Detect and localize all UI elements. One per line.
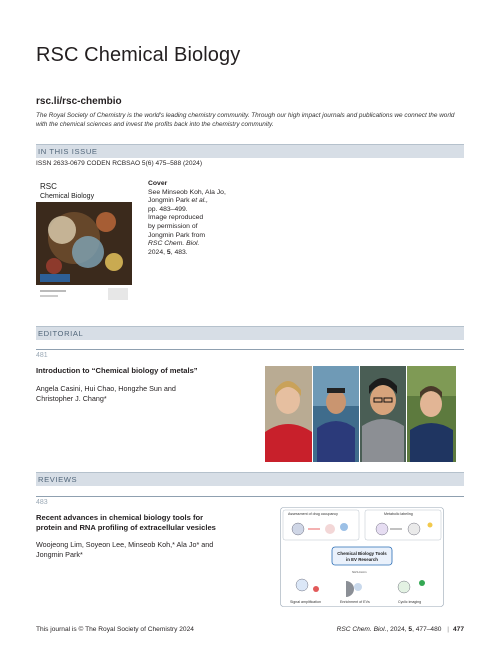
fig-label-top-left: Assessment of drug occupancy xyxy=(288,512,338,516)
review-title-line-2: protein and RNA profiling of extracellular vesicles xyxy=(36,523,216,532)
divider xyxy=(36,496,464,497)
cover-caption xyxy=(148,180,244,257)
review-title[interactable] xyxy=(36,513,216,533)
review-page-number: 483 xyxy=(36,499,48,506)
authors-line-2: Christopher J. Chang* xyxy=(36,394,107,403)
cover-line-5: by permission of xyxy=(148,222,198,230)
editorial-page-number: 481 xyxy=(36,352,48,359)
fig-label-bottom-middle: Enrichment of EVs xyxy=(340,600,370,604)
journal-title: RSC Chemical Biology xyxy=(36,44,241,66)
footer-page-number: 477 xyxy=(452,626,464,633)
cover-image-title-1: RSC xyxy=(40,182,57,191)
author-photo-2 xyxy=(313,366,359,462)
section-heading: IN THIS ISSUE xyxy=(38,147,98,156)
journal-intro: The Royal Society of Chemistry is the world's leading chemistry community. Through our high impact journals and publications we connect the world with the chemical sciences and invest the profits back into the chemistry community. xyxy=(36,112,455,128)
cover-line-1: See Minseob Koh, Ala Jo, xyxy=(148,188,226,196)
cover-journal-abbr: RSC Chem. Biol. xyxy=(148,240,200,248)
cover-line-8-pre: 2024, xyxy=(148,248,167,256)
cover-line-6: Jongmin Park from xyxy=(148,231,206,239)
cover-line-3: pp. 483–499. xyxy=(148,205,188,213)
review-authors xyxy=(36,540,213,560)
section-bar-editorial xyxy=(36,326,464,340)
section-bar-in-this-issue xyxy=(36,144,464,158)
fig-center-line-2: in EV Research xyxy=(346,557,378,562)
footer-citation xyxy=(337,626,464,633)
review-title-line-1: Recent advances in chemical biology tools for xyxy=(36,513,204,522)
authors-line-1: Angela Casini, Hui Chao, Hongzhe Sun and xyxy=(36,384,176,393)
cover-title: Cover xyxy=(148,180,168,187)
author-photo-1 xyxy=(265,366,312,462)
cover-line-2: Jongmin Park xyxy=(148,197,190,205)
journal-url[interactable]: rsc.li/rsc-chembio xyxy=(36,96,122,107)
fig-label-bottom-left: Signal amplification xyxy=(290,600,321,604)
cover-line-8-vol: 5 xyxy=(166,248,171,256)
cover-image[interactable] xyxy=(36,178,132,305)
fig-label-top-right: Metabolic labeling xyxy=(384,512,413,516)
footer-pages: , 477–480 xyxy=(412,626,442,633)
footer-separator: | xyxy=(447,626,449,633)
footer-copyright: This journal is © The Royal Society of Chemistry 2024 xyxy=(36,626,194,633)
cover-line-8-post: , 483. xyxy=(170,248,188,256)
author-photo-3 xyxy=(360,366,406,462)
editorial-author-photos xyxy=(265,366,456,462)
footer-journal: RSC Chem. Biol. xyxy=(336,626,387,633)
editorial-authors xyxy=(36,384,176,404)
cover-image-title-2: Chemical Biology xyxy=(40,193,95,200)
review-authors-line-2: Jongmin Park* xyxy=(36,550,83,559)
fig-label-bottom-right: Cyclic imaging xyxy=(398,600,422,604)
section-heading: REVIEWS xyxy=(38,475,78,484)
cover-line-4: Image reproduced xyxy=(148,214,204,222)
section-heading: EDITORIAL xyxy=(38,329,84,338)
review-authors-line-1: Woojeong Lim, Soyeon Lee, Minseob Koh,* Ala Jo* and xyxy=(36,540,214,549)
footer-volume: 5 xyxy=(408,626,413,633)
divider xyxy=(36,349,464,350)
issn-line: ISSN 2633-0679 CODEN RCBSAO 5(6) 475–588 (2024) xyxy=(36,160,203,167)
fig-center-line-1: Chemical Biology Tools xyxy=(337,551,387,556)
author-photo-4 xyxy=(407,366,456,462)
cover-etal: et al., xyxy=(189,197,209,205)
footer-year: , 2024, xyxy=(386,626,409,633)
fig-small-label: NHS-biotin xyxy=(352,570,367,574)
section-bar-reviews xyxy=(36,472,464,486)
editorial-title[interactable]: Introduction to “Chemical biology of metals” xyxy=(36,366,198,375)
review-graphical-abstract xyxy=(280,507,444,607)
